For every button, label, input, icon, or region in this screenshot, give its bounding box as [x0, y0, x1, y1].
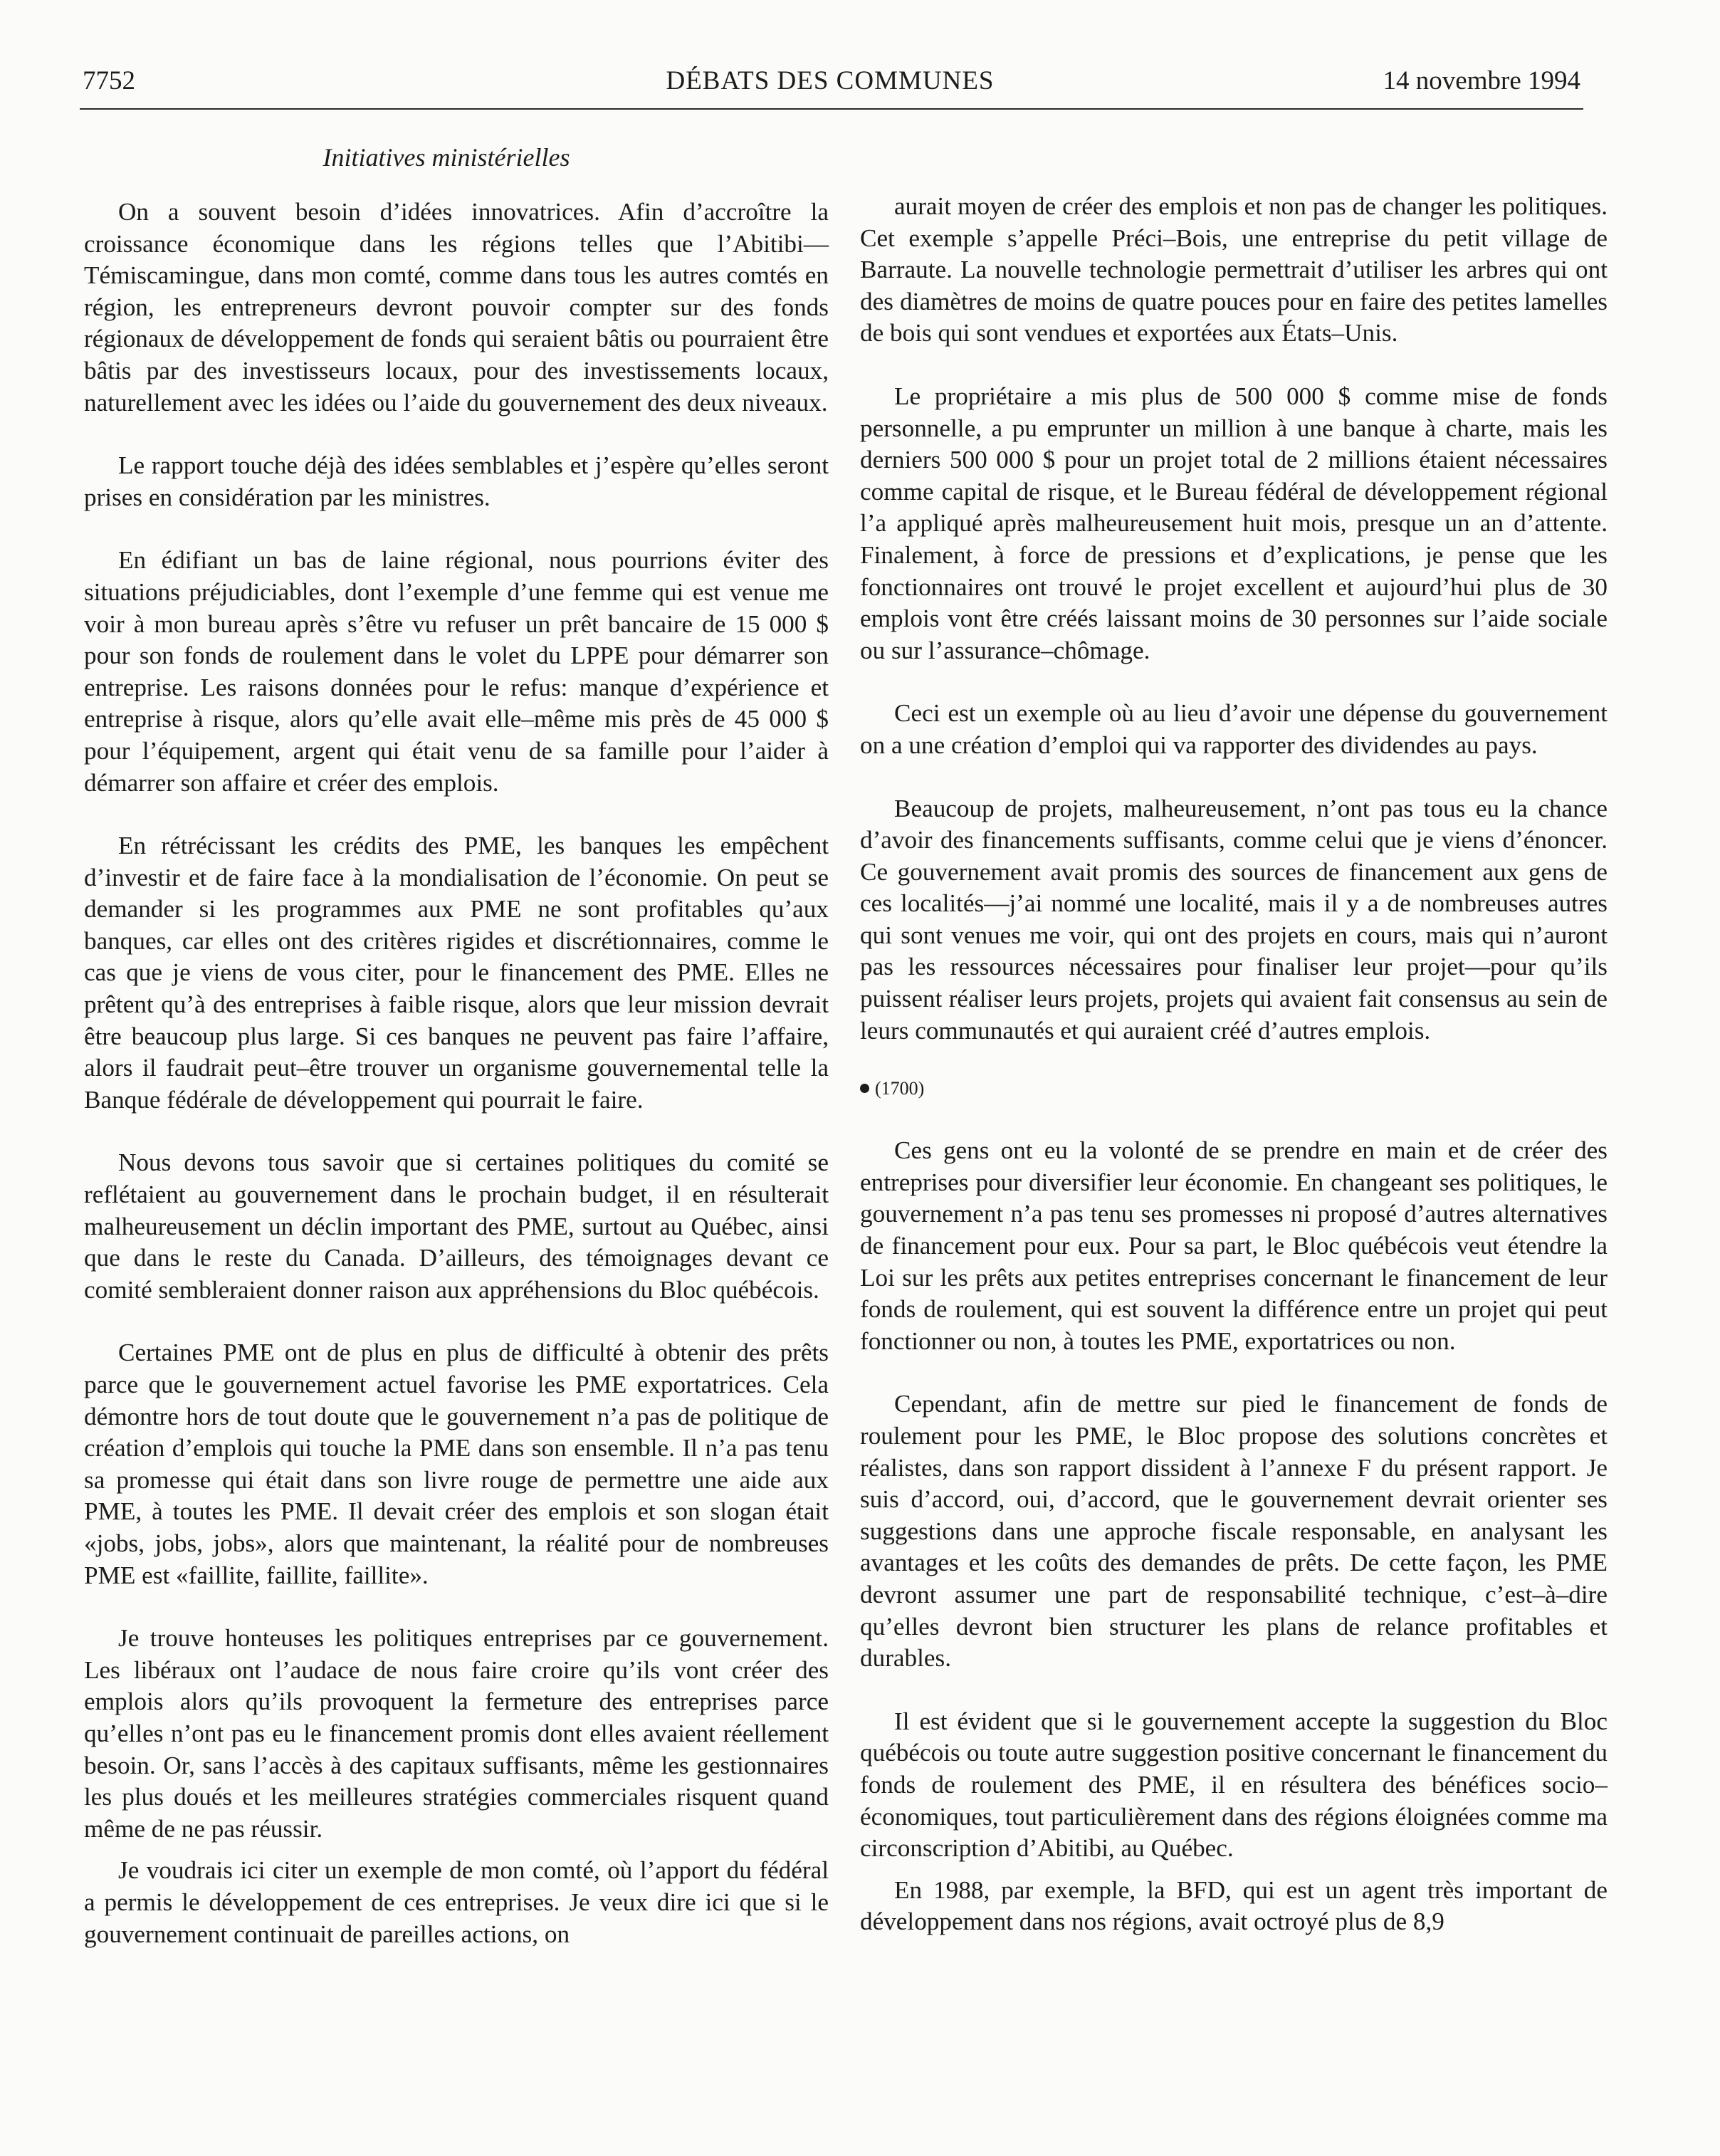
- time-marker-label: (1700): [875, 1078, 925, 1099]
- bullet-icon: [860, 1084, 869, 1093]
- paragraph: aurait moyen de créer des emplois et non pas de changer les politiques. Cet exemple s’appelle Préci–Bois, une entreprise du petit village de Barraute. La nouvelle technologie permettrait d’utiliser les arbres qui ont des diamètres de moins de quatre pouces pour en faire des petites lamelles de bois qui sont vendues et exportées aux États–Unis.: [860, 192, 1608, 347]
- paragraph: Je trouve honteuses les politiques entreprises par ce gouvernement. Les libéraux ont l’audace de nous faire croire qu’ils vont créer des emplois alors qu’ils provoquent la fermeture des entreprises parce qu’elles n’ont pas eu le financement promis dont elles avaient réellement besoin. Or, sans l’accès à des capitaux suffisants, même les gestionnaires les plus doués et les meilleures stratégies commerciales risquent quand même de ne pas réussir.: [84, 1624, 829, 1843]
- paragraph: En édifiant un bas de laine régional, nous pourrions éviter des situations préjudiciables, dont l’exemple d’une femme qui est venue me voir à mon bureau après s’être vu refuser un prêt bancaire de 15 000 $ pour son fonds de roulement dans le volet du LPPE pour démarrer son entreprise. Les raisons données pour le refus: manque d’expérience et entreprise à risque, alors qu’elle avait elle–même mis près de 45 000 $ pour l’équipement, argent qui était venu de sa famille pour l’aider à démarrer son affaire et créer des emplois.: [84, 546, 829, 797]
- paragraph: Beaucoup de projets, malheureusement, n’ont pas tous eu la chance d’avoir des financements suffisants, comme celui que je viens d’énoncer. Ce gouvernement avait promis des sources de financement aux gens de ces localités—j’ai nommé une localité, mais il y a de nombreuses autres qui sont venues me voir, qui ont des projets en cours, mais qui n’auront pas les ressources nécessaires pour finaliser leur projet—pour qu’ils puissent réaliser leurs projets, projets qui avaient fait consensus au sein de leurs communautés et qui auraient créé d’autres emplois.: [860, 794, 1608, 1045]
- paragraph: En rétrécissant les crédits des PME, les banques les empêchent d’investir et de faire face à la mondialisation de l’économie. On peut se demander si les programmes aux PME ne sont profitables qu’aux banques, car elles ont des critères rigides et discrétionnaires, comme le cas que je viens de vous citer, pour le financement des PME. Elles ne prêtent qu’à des entreprises à faible risque, alors que leur mission devrait être beaucoup plus large. Si ces banques ne peuvent pas faire l’affaire, alors il faudrait peut–être trouver un organisme gouvernemental telle la Banque fédérale de développement qui pourrait le faire.: [84, 832, 829, 1114]
- header-rule: [80, 108, 1583, 110]
- paragraph: Ces gens ont eu la volonté de se prendre en main et de créer des entreprises pour diversifier leur économie. En changeant ses politiques, le gouvernement n’a pas tenu ses promesses ni proposé d’autres alternatives de financement pour eux. Pour sa part, le Bloc québécois veut étendre la Loi sur les prêts aux petites entreprises concernant le financement de leur fonds de roulement, qui est souvent la différence entre un projet qui peut fonctionner ou non, à toutes les PME, exportatrices ou non.: [860, 1136, 1608, 1355]
- paragraph: En 1988, par exemple, la BFD, qui est un agent très important de développement dans nos régions, avait octroyé plus de 8,9: [860, 1875, 1608, 1936]
- paragraph: Cependant, afin de mettre sur pied le financement de fonds de roulement pour les PME, le Bloc propose des solutions concrètes et réalistes, dans son rapport dissident à l’annexe F du présent rapport. Je suis d’accord, oui, d’accord, que le gouvernement devrait orienter ses suggestions dans une approche fiscale responsable, en analysant les avantages et les coûts des demandes de prêts. De cette façon, les PME devront assumer une part de responsabilité technique, c’est–à–dire qu’elles devront bien structurer les plans de relance profitables et durables.: [860, 1390, 1608, 1673]
- page-number: 7752: [83, 66, 135, 95]
- section-heading: Initiatives ministérielles: [322, 143, 570, 172]
- paragraph: Certaines PME ont de plus en plus de difficulté à obtenir des prêts parce que le gouvernement actuel favorise les PME exportatrices. Cela démontre hors de tout doute que le gouvernement n’a pas de politique de création d’emplois qui touche la PME dans son ensemble. Il n’a pas tenu sa promesse qui était dans son livre rouge de permettre une aide aux PME, à toutes les PME. Il devait créer des emplois et son slogan était «jobs, jobs, jobs», alors que maintenant, la réalité pour de nombreuses PME est «faillite, faillite, faillite».: [84, 1339, 829, 1589]
- time-marker: [860, 1078, 1608, 1099]
- paragraph: Je voudrais ici citer un exemple de mon comté, où l’apport du fédéral a permis le développement de ces entreprises. Je veux dire ici que si le gouvernement continuait de pareilles actions, on: [84, 1856, 829, 1948]
- publication-title: DÉBATS DES COMMUNES: [666, 66, 995, 95]
- left-column: [84, 197, 829, 1982]
- paragraph: Nous devons tous savoir que si certaines politiques du comité se reflétaient au gouvernement dans le prochain budget, il en résulterait malheureusement un déclin important des PME, surtout au Québec, ainsi que dans le reste du Canada. D’ailleurs, des témoignages devant ce comité sembleraient donner raison aux appréhensions du Bloc québécois.: [84, 1148, 829, 1304]
- right-column: [860, 191, 1608, 1969]
- page-header: [80, 66, 1580, 108]
- paragraph: Il est évident que si le gouvernement accepte la suggestion du Bloc québécois ou toute autre suggestion positive concernant le financement du fonds de roulement des PME, il en résultera des bénéfices socio–économiques, tout particulièrement dans des régions éloignées comme ma circonscription d’Abitibi, au Québec.: [860, 1707, 1608, 1863]
- paragraph: Le propriétaire a mis plus de 500 000 $ comme mise de fonds personnelle, a pu emprunter un million à une banque à charte, mais les derniers 500 000 $ pour un projet total de 2 millions étaient nécessaires comme capital de risque, et le Bureau fédéral de développement régional l’a appliqué après malheureusement huit mois, presque un an d’attente. Finalement, à force de pressions et d’explications, je pense que les fonctionnaires ont trouvé le projet excellent et aujourd’hui plus de 30 emplois vont être créés laissant moins de 30 personnes sur l’aide sociale ou sur l’assurance–chômage.: [860, 382, 1608, 664]
- paragraph: On a souvent besoin d’idées innovatrices. Afin d’accroître la croissance économique dans les régions telles que l’Abitibi—Témiscamingue, dans mon comté, comme dans tous les autres comtés en région, les entrepreneurs devront pouvoir compter sur des fonds régionaux de développement de fonds qui seraient bâtis ou pourraient être bâtis par des investisseurs locaux, pour des investissements locaux, naturellement avec les idées ou l’aide du gouvernement des deux niveaux.: [84, 198, 829, 417]
- paragraph: Ceci est un exemple où au lieu d’avoir une dépense du gouvernement on a une création d’emploi qui va rapporter des dividendes au pays.: [860, 699, 1608, 759]
- publication-date: 14 novembre 1994: [1383, 66, 1580, 95]
- paragraph: Le rapport touche déjà des idées semblables et j’espère qu’elles seront prises en considération par les ministres.: [84, 451, 829, 511]
